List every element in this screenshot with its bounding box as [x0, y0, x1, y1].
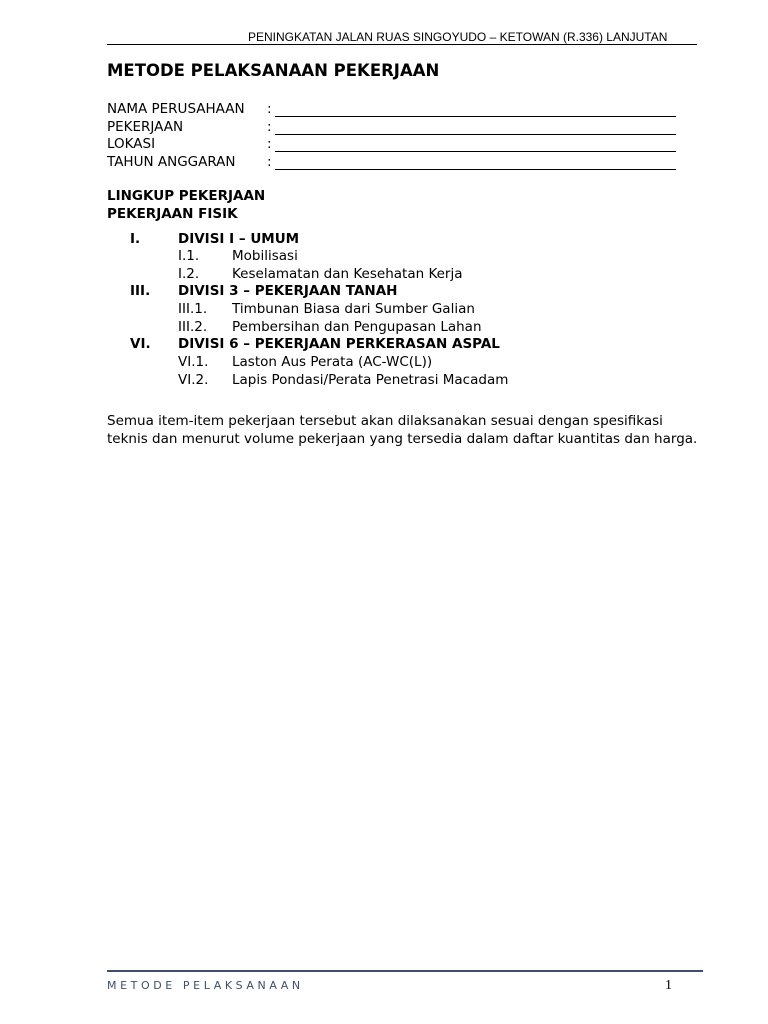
item-text: Laston Aus Perata (AC-WC(L)) — [232, 354, 433, 370]
field-label: LOKASI — [107, 136, 156, 152]
item-text: Keselamatan dan Kesehatan Kerja — [232, 266, 463, 282]
division-number: I. — [130, 231, 141, 247]
item-number: III.2. — [178, 319, 208, 335]
footer-title: METODE PELAKSANAAN — [107, 979, 304, 992]
item-number: VI.2. — [178, 372, 209, 388]
division-number: VI. — [130, 336, 151, 352]
field-colon: : — [267, 101, 272, 117]
blank-line — [275, 151, 676, 152]
field-label: TAHUN ANGGARAN — [107, 154, 236, 170]
item-number: III.1. — [178, 301, 208, 317]
division-title: DIVISI I – UMUM — [178, 231, 300, 247]
item-text: Pembersihan dan Pengupasan Lahan — [232, 319, 482, 335]
document-title: METODE PELAKSANAAN PEKERJAAN — [107, 61, 440, 80]
field-colon: : — [267, 154, 272, 170]
item-text: Timbunan Biasa dari Sumber Galian — [232, 301, 475, 317]
closing-paragraph: Semua item-item pekerjaan tersebut akan dilaksanakan sesuai dengan spesifikasi teknis dan menurut volume pekerjaan yang tersedia dalam daftar kuantitas dan harga. — [107, 413, 698, 447]
field-colon: : — [267, 119, 272, 135]
field-label: NAMA PERUSAHAAN — [107, 101, 245, 117]
footer-rule — [107, 970, 703, 972]
header-title: PENINGKATAN JALAN RUAS SINGOYUDO – KETOWAN (R.336) LANJUTAN — [248, 30, 668, 44]
header-rule — [107, 44, 697, 45]
item-text: Mobilisasi — [232, 248, 298, 264]
blank-line — [275, 116, 676, 117]
item-number: VI.1. — [178, 354, 209, 370]
division-title: DIVISI 6 – PEKERJAAN PERKERASAN ASPAL — [178, 336, 500, 352]
item-text: Lapis Pondasi/Perata Penetrasi Macadam — [232, 372, 509, 388]
division-number: III. — [130, 283, 151, 299]
scope-heading: LINGKUP PEKERJAAN — [107, 188, 266, 204]
blank-line — [275, 169, 676, 170]
blank-line — [275, 134, 676, 135]
field-label: PEKERJAAN — [107, 119, 184, 135]
field-colon: : — [267, 136, 272, 152]
page-number: 1 — [665, 978, 672, 993]
item-number: I.1. — [178, 248, 200, 264]
item-number: I.2. — [178, 266, 200, 282]
physical-work-heading: PEKERJAAN FISIK — [107, 206, 238, 222]
division-title: DIVISI 3 – PEKERJAAN TANAH — [178, 283, 398, 299]
